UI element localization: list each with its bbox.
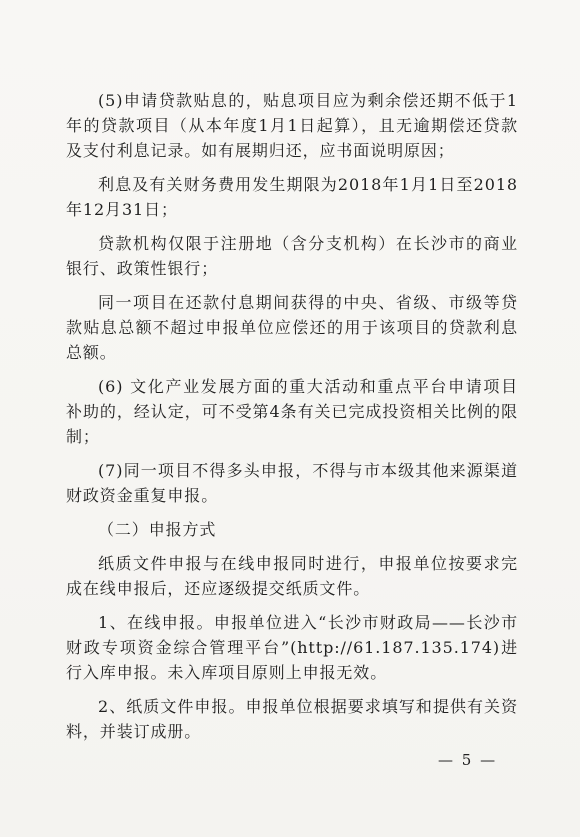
paragraph-paper-application: 2、纸质文件申报。申报单位根据要求填写和提供有关资料，并装订成册。 bbox=[66, 697, 518, 741]
section-heading-application-method: （二）申报方式 bbox=[98, 520, 217, 539]
paragraph-interest-period: 利息及有关财务费用发生期限为2018年1月1日至2018年12月31日； bbox=[66, 175, 518, 219]
paragraph-subsidy-total-limit: 同一项目在还款付息期间获得的中央、省级、市级等贷款贴息总额不超过申报单位应偿还的用于该项目的贷款利息总额。 bbox=[66, 293, 518, 362]
paragraph-application-mode: 纸质文件申报与在线申报同时进行，申报单位按要求完成在线申报后，还应逐级提交纸质文件。 bbox=[66, 554, 518, 598]
paragraph-no-duplicate-application: (7)同一项目不得多头申报，不得与市本级其他来源渠道财政资金重复申报。 bbox=[66, 461, 518, 505]
document-body bbox=[66, 88, 518, 753]
paragraph-loan-subsidy-condition: (5)申请贷款贴息的，贴息项目应为剩余偿还期不低于1年的贷款项目（从本年度1月1日起算），且无逾期偿还贷款及支付利息记录。如有展期归还，应书面说明原因； bbox=[66, 91, 518, 160]
paragraph-cultural-industry: (6) 文化产业发展方面的重大活动和重点平台申请项目补助的，经认定，可不受第4条有关已完成投资相关比例的限制； bbox=[66, 377, 518, 446]
paragraph-loan-institution: 贷款机构仅限于注册地（含分支机构）在长沙市的商业银行、政策性银行； bbox=[66, 234, 518, 278]
page-number: — 5 — bbox=[438, 751, 498, 769]
paragraph-online-application: 1、在线申报。申报单位进入“长沙市财政局——长沙市财政专项资金综合管理平台”(http://61.187.135.174)进行入库申报。未入库项目原则上申报无效。 bbox=[66, 613, 518, 682]
